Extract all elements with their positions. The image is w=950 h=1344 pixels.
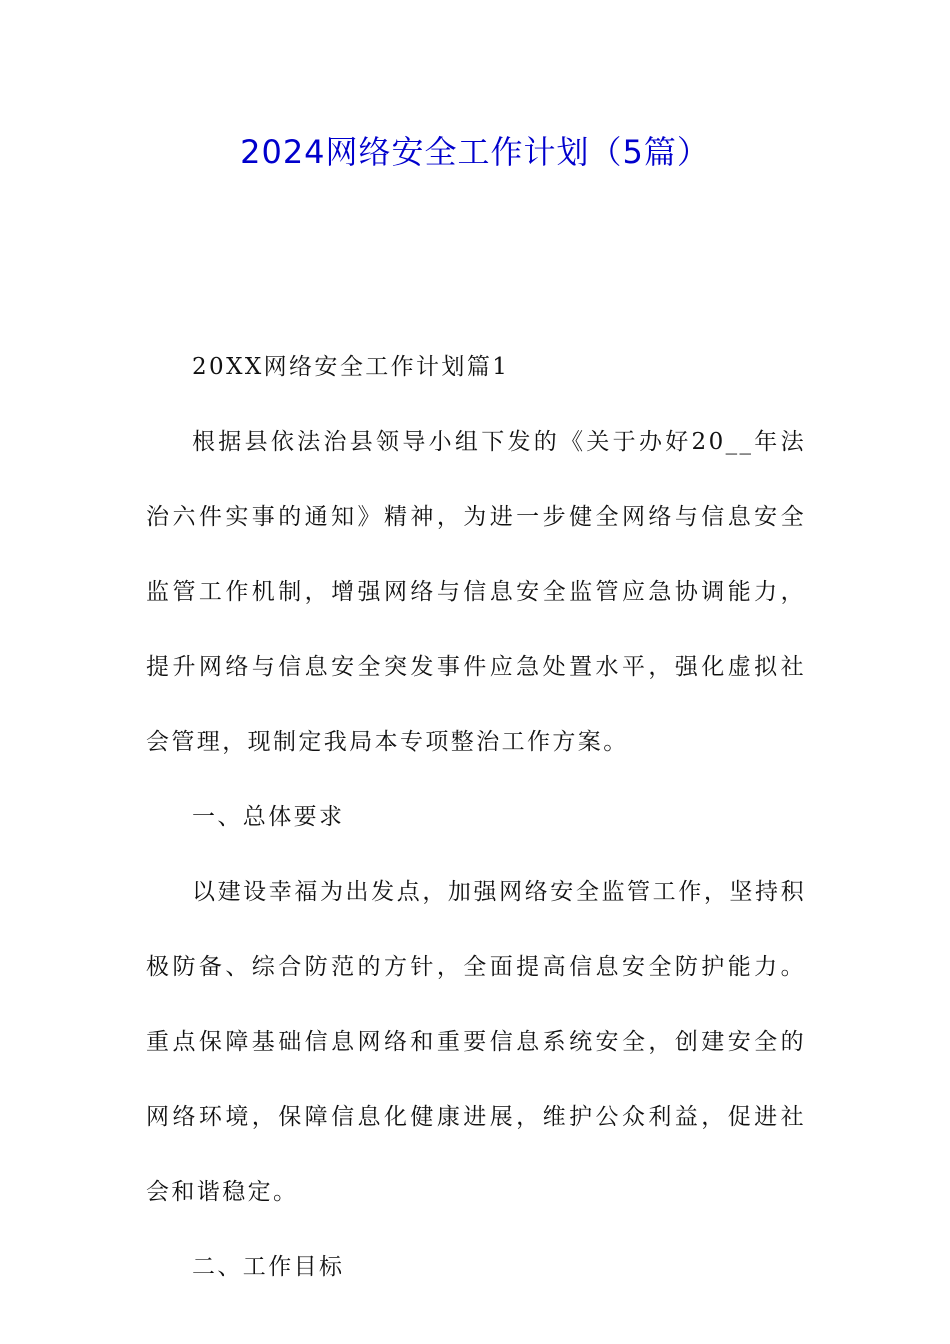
document-title: 2024网络安全工作计划（5篇）: [240, 133, 710, 171]
section-heading: 二、工作目标: [192, 1254, 345, 1280]
section-heading: 一、总体要求: [192, 804, 345, 830]
body-paragraph: 以建设幸福为出发点，加强网络安全监管工作，坚持积极防备、综合防范的方针，全面提高信息安全防护能力。重点保障基础信息网络和重要信息系统安全，创建安全的网络环境，保障信息化健康进展，维护公众利益，促进社会和谐稳定。: [146, 879, 806, 1205]
body-paragraph: 根据县依法治县领导小组下发的《关于办好20__年法治六件实事的通知》精神，为进一步健全网络与信息安全监管工作机制，增强网络与信息安全监管应急协调能力，提升网络与信息安全突发事件应急处置水平，强化虚拟社会管理，现制定我局本专项整治工作方案。: [146, 429, 806, 755]
document-body: [146, 330, 806, 1305]
section-heading: 20XX网络安全工作计划篇1: [192, 354, 510, 380]
